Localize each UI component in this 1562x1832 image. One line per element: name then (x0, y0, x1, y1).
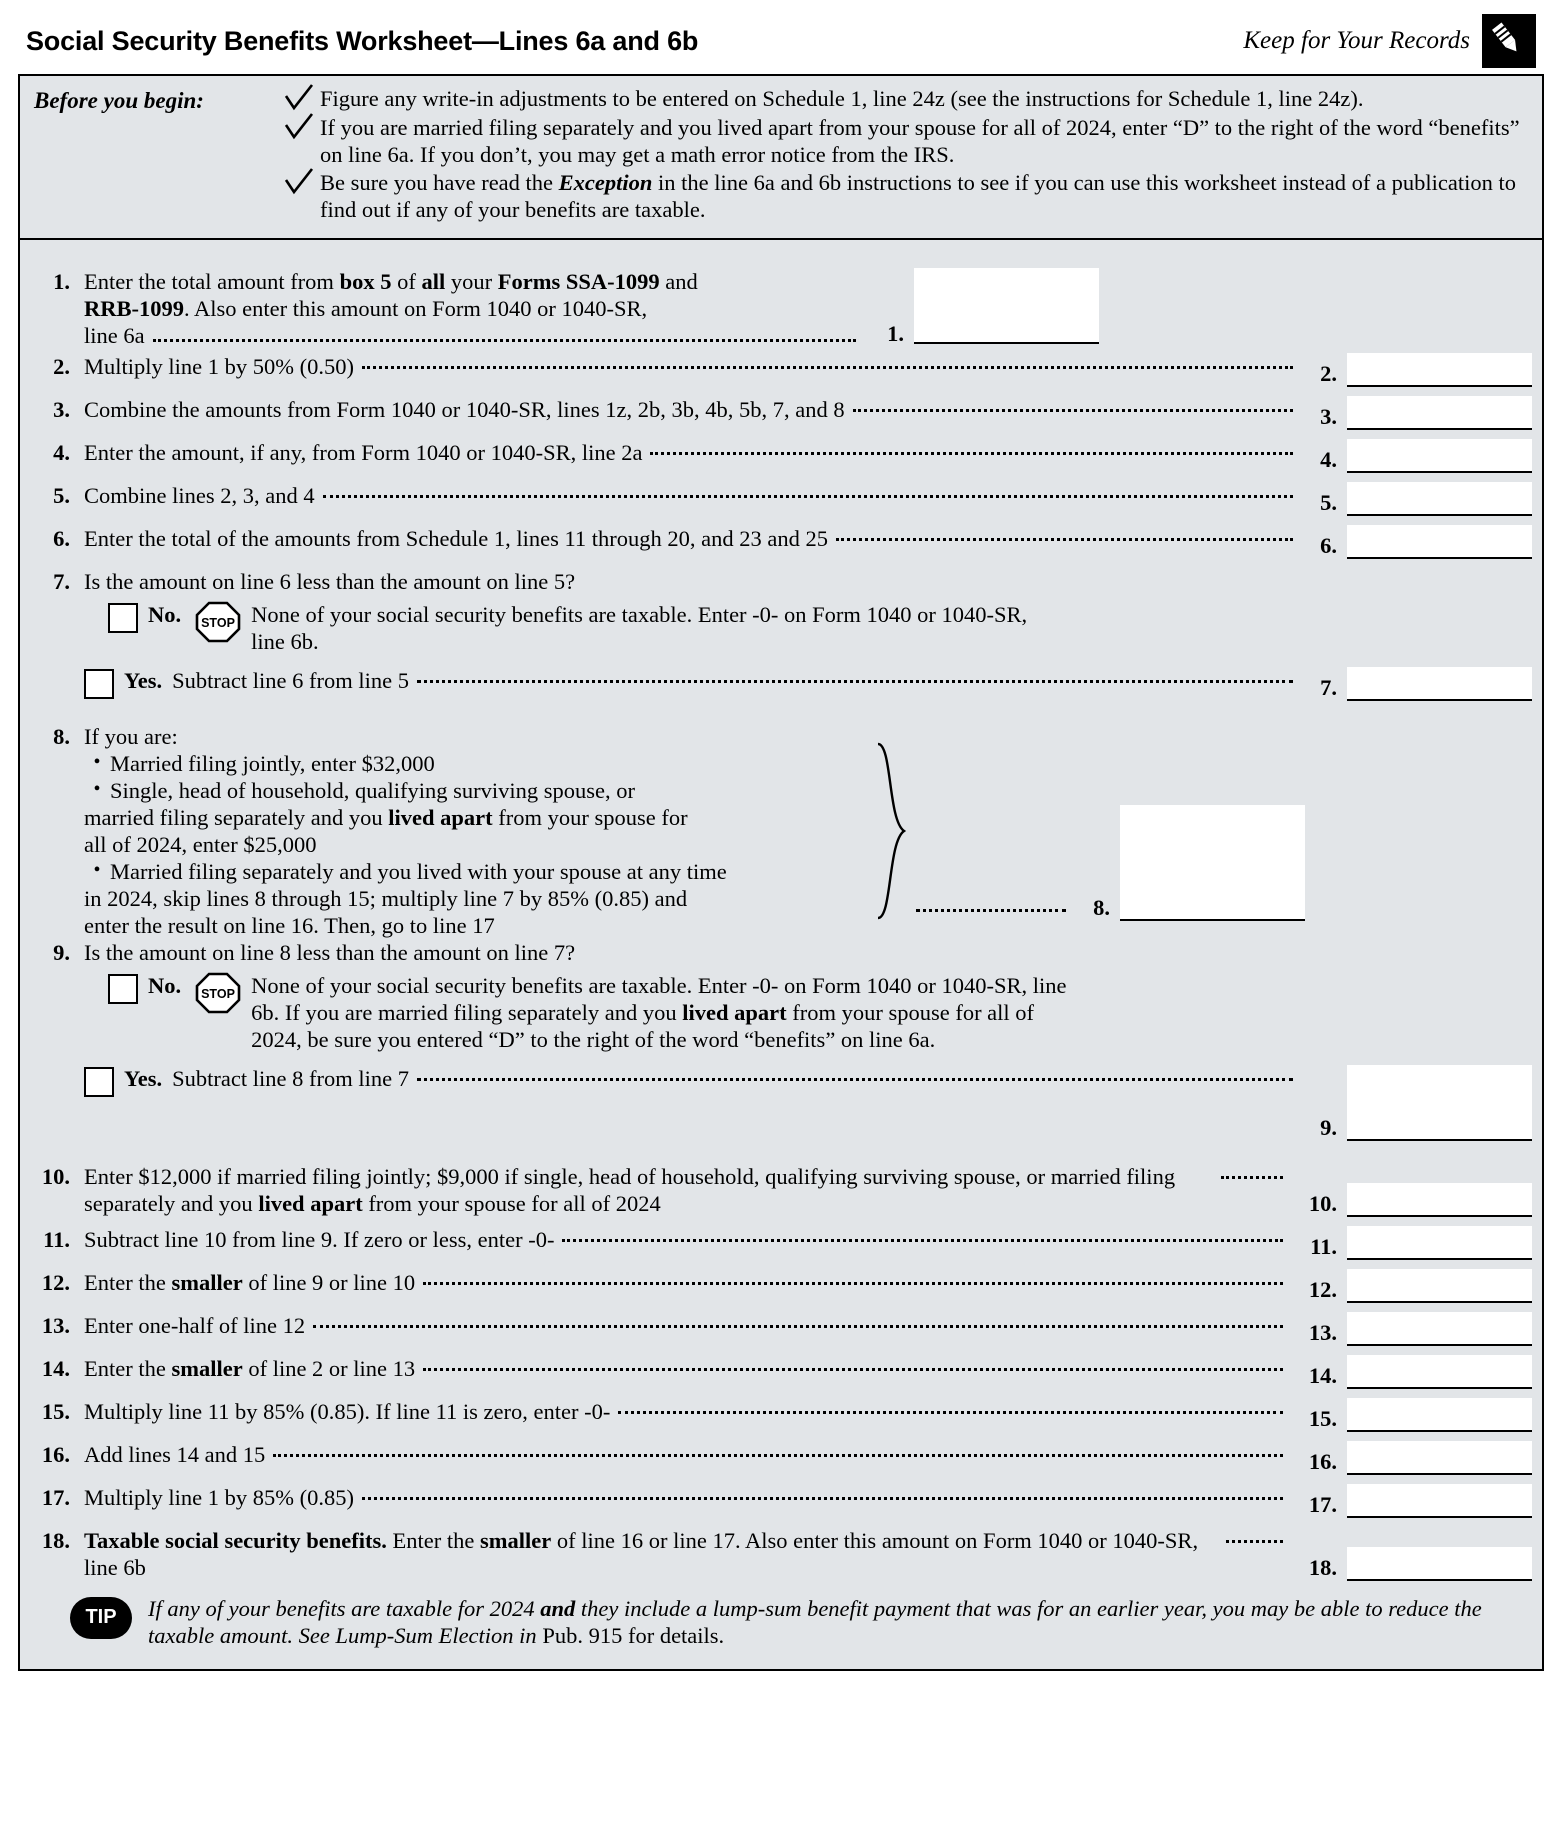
line-12-text-b: of line 9 or line 10 (242, 1269, 416, 1295)
line-17-amount-field[interactable] (1347, 1484, 1532, 1518)
line-9-no-text (251, 972, 1081, 1053)
line-9-number: 9. (53, 939, 70, 965)
line-7-no-text: None of your social security benefits are taxable. Enter -0- on Form 1040 or 1040-SR, line 6b. (251, 601, 1028, 654)
before-item-1-text: Figure any write-in adjustments to be entered on Schedule 1, line 24z (see the instructions for Schedule 1, line 24z). (320, 86, 1364, 111)
tip-row (30, 1595, 1532, 1655)
stop-icon (195, 601, 241, 641)
leader-dots (153, 326, 856, 342)
line-8-b2a: Single, head of household, qualifying surviving spouse, or (110, 777, 635, 803)
line-1-text-line3: line 6a (84, 322, 145, 348)
checkmark-icon (284, 84, 314, 112)
checkmark-icon (284, 113, 314, 141)
line-1-forms: Forms SSA-1099 (497, 268, 660, 294)
line-13-right-number: 13. (1308, 1319, 1337, 1345)
line-2-text: Multiply line 1 by 50% (0.50) (84, 353, 354, 379)
line-16-text: Add lines 14 and 15 (84, 1441, 266, 1467)
line-7-no-row (30, 601, 1532, 655)
line-1 (30, 268, 1532, 349)
line-13-text: Enter one-half of line 12 (84, 1312, 306, 1338)
line-7-yes-checkbox[interactable] (84, 669, 114, 699)
line-16-right-number: 16. (1308, 1448, 1337, 1474)
line-14-amount-field[interactable] (1347, 1355, 1532, 1389)
leader-dots (853, 396, 1293, 412)
line-7-yes-label: Yes. (124, 667, 163, 693)
line-8-b3b: in 2024, skip lines 8 through 15; multiply line 7 by 85% (0.85) and (84, 885, 688, 911)
tip-badge: TIP (70, 1597, 132, 1639)
line-12-amount-field[interactable] (1347, 1269, 1532, 1303)
line-8 (30, 723, 1532, 939)
leader-dots (650, 439, 1293, 455)
line-10 (30, 1163, 1532, 1217)
line-15 (30, 1398, 1532, 1432)
line-7-no-checkbox[interactable] (108, 603, 138, 633)
line-18-smaller: smaller (480, 1527, 552, 1553)
line-9-question: Is the amount on line 8 less than the amount on line 7? (84, 939, 576, 965)
line-5-number: 5. (53, 482, 70, 508)
line-14-smaller: smaller (171, 1355, 243, 1381)
before-item-3 (284, 170, 1532, 224)
line-17-number: 17. (41, 1484, 70, 1510)
line-7-number: 7. (53, 568, 70, 594)
line-16-number: 16. (41, 1441, 70, 1467)
line-14-text-b: of line 2 or line 13 (242, 1355, 416, 1381)
leader-dots (1226, 1527, 1283, 1543)
line-11-text: Subtract line 10 from line 9. If zero or less, enter -0- (84, 1226, 555, 1252)
line-16 (30, 1441, 1532, 1475)
before-item-3-text: Be sure you have read the Exception in the line 6a and 6b instructions to see if you can use this worksheet instead of a publication to find out if any of your benefits are taxable. (320, 170, 1516, 223)
leader-dots (362, 353, 1293, 369)
before-item-2-text: If you are married filing separately and you lived apart from your spouse for all of 2024, enter “D” to the right of the word “benefits” on line 6a. If you don’t, you may get a math error notice from the IRS. (320, 114, 1520, 167)
leader-dots (423, 1355, 1283, 1371)
line-8-bullet-2-text (110, 777, 635, 804)
line-4-text: Enter the amount, if any, from Form 1040 or 1040-SR, line 2a (84, 439, 643, 465)
line-6-number: 6. (53, 525, 70, 551)
checkmark-icon (284, 168, 314, 196)
line-8-right (908, 723, 1532, 939)
line-8-bullet-3-cont (84, 885, 874, 939)
line-1-text (84, 268, 868, 349)
line-12-text-a: Enter the (84, 1269, 172, 1295)
line-7-no-label: No. (148, 601, 182, 627)
line-5-text: Combine lines 2, 3, and 4 (84, 482, 315, 508)
line-8-number: 8. (53, 723, 70, 749)
tip-text-a: If any of your benefits are taxable for 2024 (148, 1595, 541, 1621)
before-you-begin-band (18, 74, 1544, 240)
leader-dots (313, 1312, 1283, 1328)
line-5-amount-field[interactable] (1347, 482, 1532, 516)
line-17 (30, 1484, 1532, 1518)
line-8-lived-apart: lived apart (388, 804, 493, 830)
line-9-yes-label: Yes. (124, 1065, 163, 1091)
line-8-b2d: all of 2024, enter $25,000 (84, 831, 317, 857)
line-8-bullet-2-cont (84, 804, 874, 858)
tip-pub: Pub. 915 (542, 1622, 623, 1648)
line-1-text-b: of (391, 268, 422, 294)
line-10-text (84, 1163, 1213, 1217)
line-8-b2c: from your spouse for (492, 804, 688, 830)
worksheet-body (18, 240, 1544, 1671)
line-8-bullet-2 (84, 777, 874, 804)
line-2-number: 2. (53, 353, 70, 379)
line-15-text: Multiply line 11 by 85% (0.85). If line 11 is zero, enter -0- (84, 1398, 611, 1424)
leader-dots (417, 667, 1293, 683)
pencil-icon (1482, 14, 1536, 68)
brace-icon (874, 723, 908, 939)
line-18-title: Taxable social security benefits. (84, 1527, 387, 1553)
tip-text (148, 1595, 1522, 1649)
leader-dots (273, 1441, 1283, 1457)
line-7 (30, 568, 1532, 595)
leader-dots (323, 482, 1293, 498)
line-9-no-text-a: None of your social security benefits are taxable. Enter -0- on Form 1040 or 1040-SR, line 6b. If you are married filing separately and you (251, 972, 1067, 1025)
page-title: Social Security Benefits Worksheet—Lines 6a and 6b (26, 25, 699, 56)
line-12 (30, 1269, 1532, 1303)
svg-text:STOP: STOP (201, 986, 236, 1001)
line-3-number: 3. (53, 396, 70, 422)
bullet-icon: • (93, 777, 101, 800)
leader-dots (562, 1226, 1283, 1242)
line-4-number: 4. (53, 439, 70, 465)
line-3-amount-field[interactable] (1347, 396, 1532, 430)
bullet-icon: • (93, 858, 101, 881)
line-10-right-number: 10. (1308, 1190, 1337, 1216)
line-8-right-number: 8. (1093, 894, 1110, 920)
stop-icon (195, 972, 241, 1012)
line-8-b3a: Married filing separately and you lived with your spouse at any time (110, 858, 727, 884)
line-13-amount-field[interactable] (1347, 1312, 1532, 1346)
line-12-number: 12. (41, 1269, 70, 1295)
line-14-text (84, 1355, 415, 1382)
leader-dots (836, 525, 1293, 541)
line-8-bullet-1-text: Married filing jointly, enter $32,000 (110, 750, 435, 776)
line-5-right-number: 5. (1320, 489, 1337, 515)
line-2-right-number: 2. (1320, 360, 1337, 386)
line-7-yes-text: Subtract line 6 from line 5 (172, 667, 409, 693)
line-18-right-number: 18. (1308, 1554, 1337, 1580)
line-3 (30, 396, 1532, 430)
line-11-amount-field[interactable] (1347, 1226, 1532, 1260)
line-1-text-line2: . Also enter this amount on Form 1040 or 1040-SR, (184, 295, 648, 321)
line-1-right-number: 1. (887, 320, 904, 346)
line-10-text-a: Enter $12,000 if married filing jointly; $9,000 if single, head of household, qualifying surviving spouse, or married filing separately and you (84, 1163, 1176, 1216)
line-9-no-label: No. (148, 972, 182, 998)
line-6-right-number: 6. (1320, 532, 1337, 558)
line-18-text-a: Enter the (386, 1527, 480, 1553)
line-18-text-b: of line 16 or line 17. Also enter this amount on Form 1040 or 1040-SR, line 6b (84, 1527, 1199, 1580)
line-16-amount-field[interactable] (1347, 1441, 1532, 1475)
line-18-text (84, 1527, 1218, 1581)
title-row (18, 14, 1544, 74)
line-1-box5: box 5 (339, 268, 392, 294)
line-1-all: all (421, 268, 446, 294)
line-14 (30, 1355, 1532, 1389)
line-10-lived-apart: lived apart (258, 1190, 363, 1216)
line-14-right-number: 14. (1308, 1362, 1337, 1388)
line-6-text: Enter the total of the amounts from Schedule 1, lines 11 through 20, and 23 and 25 (84, 525, 829, 551)
leader-dots (618, 1398, 1283, 1414)
line-7-question: Is the amount on line 6 less than the amount on line 5? (84, 568, 576, 594)
line-6 (30, 525, 1532, 559)
before-item-2 (284, 115, 1532, 169)
line-13-number: 13. (41, 1312, 70, 1338)
line-17-text: Multiply line 1 by 85% (0.85) (84, 1484, 354, 1510)
leader-dots (423, 1269, 1283, 1285)
line-1-text-d: and (659, 268, 698, 294)
tip-and: and (540, 1595, 576, 1621)
line-9 (30, 939, 1532, 966)
line-9-yes-checkbox[interactable] (84, 1067, 114, 1097)
line-7-amount-field[interactable] (1347, 667, 1532, 701)
leader-dots (916, 896, 1066, 912)
line-4-amount-field[interactable] (1347, 439, 1532, 473)
line-9-no-row (30, 972, 1532, 1053)
line-15-amount-field[interactable] (1347, 1398, 1532, 1432)
line-9-yes-text: Subtract line 8 from line 7 (172, 1065, 409, 1091)
before-item-1 (284, 86, 1532, 113)
line-8-content (84, 723, 1532, 939)
line-9-no-checkbox[interactable] (108, 974, 138, 1004)
before-you-begin-label: Before you begin: (34, 88, 204, 113)
line-15-number: 15. (41, 1398, 70, 1424)
before-you-begin-items (284, 86, 1532, 226)
tip-text-b: they include a lump-sum benefit payment that was for an earlier year, you may be able to reduce the taxable amount. See Lump-Sum Election in (148, 1595, 1482, 1648)
line-6-amount-field[interactable] (1347, 525, 1532, 559)
line-7-yes-row (30, 667, 1532, 701)
line-12-smaller: smaller (171, 1269, 243, 1295)
line-12-text (84, 1269, 415, 1296)
line-11-number: 11. (43, 1226, 70, 1252)
line-1-text-a: Enter the total amount from (84, 268, 340, 294)
line-14-number: 14. (41, 1355, 70, 1381)
line-12-right-number: 12. (1308, 1276, 1337, 1302)
line-9-lived-apart: lived apart (682, 999, 787, 1025)
line-1-rrb: RRB-1099 (84, 295, 184, 321)
line-4 (30, 439, 1532, 473)
line-14-text-a: Enter the (84, 1355, 172, 1381)
line-9-amount-field[interactable] (1347, 1065, 1532, 1141)
line-8-intro: If you are: (84, 723, 178, 749)
line-8-bullet-3 (84, 858, 874, 885)
line-2-amount-field[interactable] (1347, 353, 1532, 387)
line-11-right-number: 11. (1310, 1233, 1337, 1259)
line-9-no-text-b: from your spouse for all of 2024, be sure you entered “D” to the right of the word “benefits” on line 6a. (251, 999, 1035, 1052)
line-17-right-number: 17. (1308, 1491, 1337, 1517)
line-1-text-c: your (445, 268, 498, 294)
leader-dots (1221, 1163, 1283, 1179)
keep-for-records-label: Keep for Your Records (1243, 27, 1470, 54)
line-7-right-number: 7. (1320, 674, 1337, 700)
svg-text:STOP: STOP (201, 615, 236, 630)
line-18 (30, 1527, 1532, 1581)
line-9-right-number: 9. (1320, 1114, 1337, 1140)
line-1-amount-field[interactable] (914, 268, 1099, 344)
line-13 (30, 1312, 1532, 1346)
line-18-number: 18. (41, 1527, 70, 1553)
line-3-right-number: 3. (1320, 403, 1337, 429)
line-2 (30, 353, 1532, 387)
line-8-b3c: enter the result on line 16. Then, go to line 17 (84, 912, 495, 938)
line-11 (30, 1226, 1532, 1260)
line-10-text-b: from your spouse for all of 2024 (362, 1190, 661, 1216)
line-3-text: Combine the amounts from Form 1040 or 1040-SR, lines 1z, 2b, 3b, 4b, 5b, 7, and 8 (84, 396, 845, 422)
line-1-number: 1. (53, 268, 70, 294)
line-8-amount-field[interactable] (1120, 805, 1305, 921)
line-10-amount-field[interactable] (1347, 1183, 1532, 1217)
bullet-icon: • (93, 750, 101, 773)
tip-text-c: for details. (622, 1622, 725, 1648)
title-right-group (1243, 14, 1536, 68)
line-4-right-number: 4. (1320, 446, 1337, 472)
line-15-right-number: 15. (1308, 1405, 1337, 1431)
line-5 (30, 482, 1532, 516)
line-10-number: 10. (41, 1163, 70, 1189)
line-8-b2b: married filing separately and you (84, 804, 389, 830)
line-8-text-block (84, 723, 874, 939)
line-8-bullet-1 (84, 750, 874, 777)
line-18-amount-field[interactable] (1347, 1547, 1532, 1581)
leader-dots (417, 1065, 1293, 1081)
leader-dots (362, 1484, 1283, 1500)
line-9-yes-row (30, 1065, 1532, 1141)
exception-emphasis: Exception (558, 170, 653, 196)
